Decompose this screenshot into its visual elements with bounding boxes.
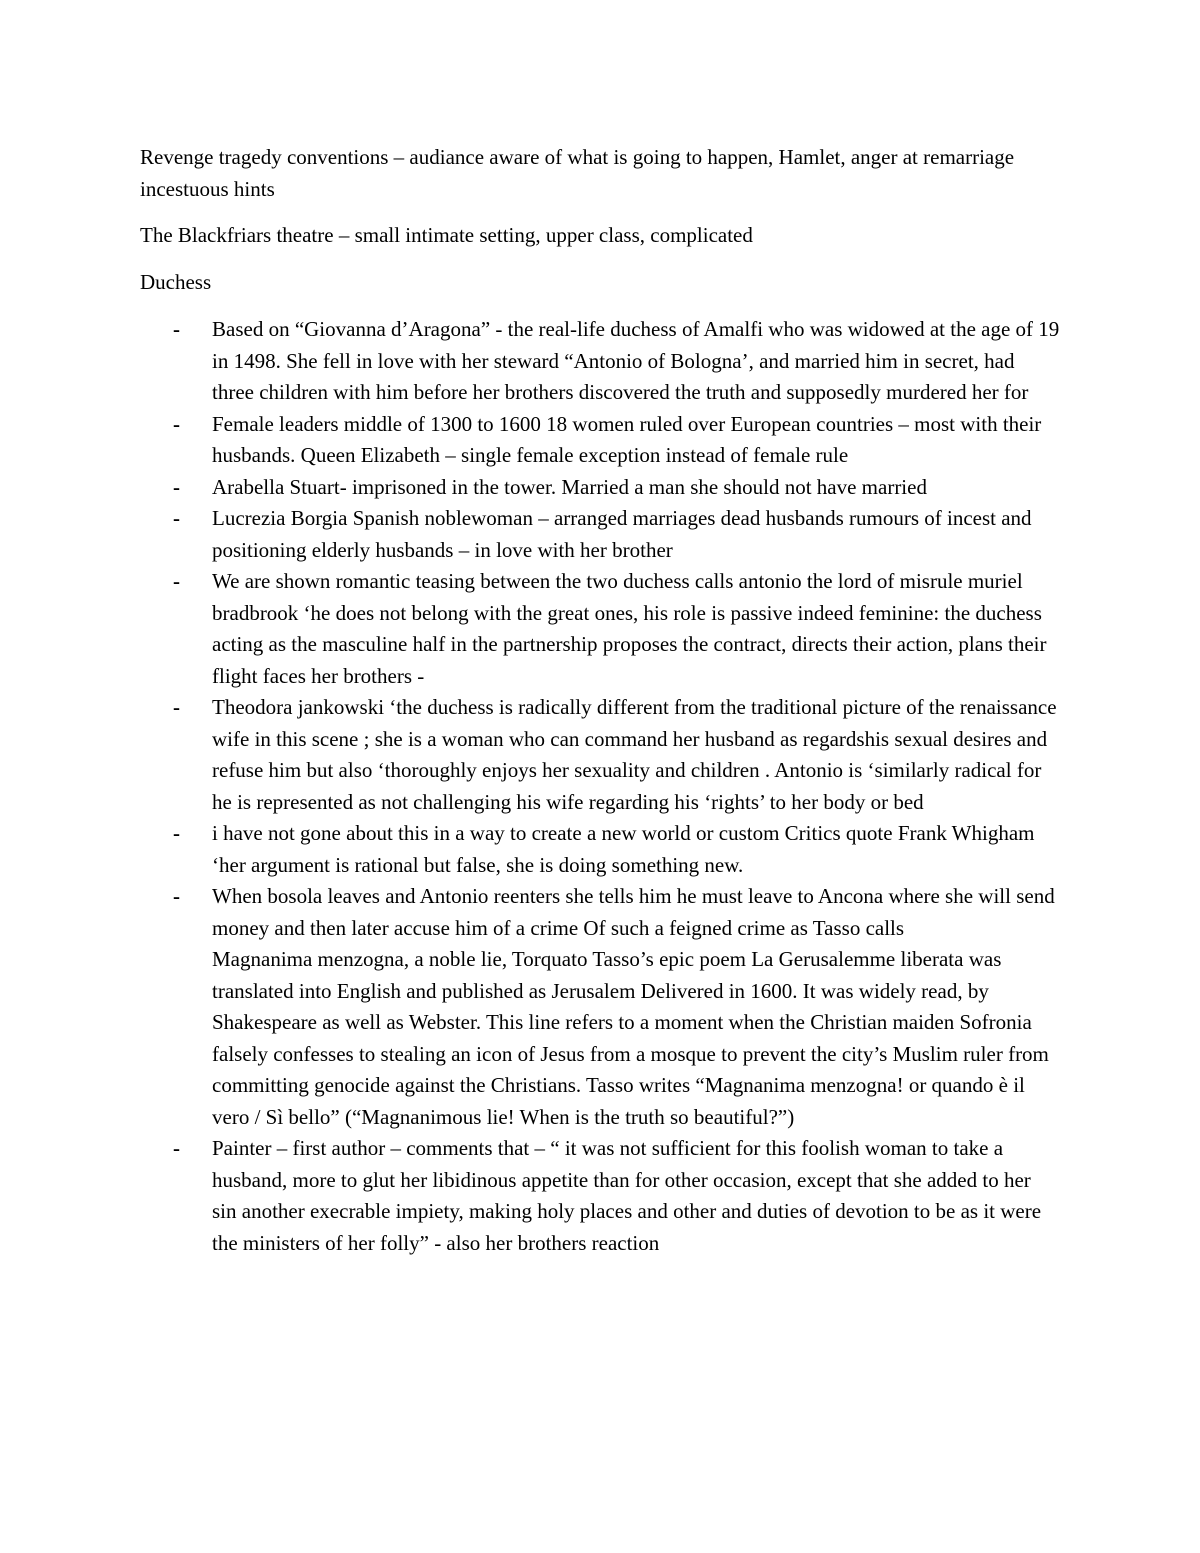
bullet-marker: - bbox=[173, 695, 180, 719]
list-item bbox=[140, 409, 1060, 472]
list-item bbox=[140, 503, 1060, 566]
bullet-list bbox=[140, 314, 1060, 1259]
section-heading-duchess: Duchess bbox=[140, 269, 212, 294]
bullet-marker: - bbox=[173, 821, 180, 845]
list-item-text: Based on “Giovanna d’Aragona” - the real-life duchess of Amalfi who was widowed at the age of 19 in 1498. She fell in love with her steward “Antonio of Bologna’, and married him in secret, had three children with him before her brothers discovered the truth and supposedly murdered her for bbox=[212, 317, 1060, 404]
list-item-text: When bosola leaves and Antonio reenters she tells him he must leave to Ancona where she will send money and then later accuse him of a crime Of such a feigned crime as Tasso calls bbox=[212, 884, 1055, 940]
list-item bbox=[140, 314, 1060, 409]
list-item-text: We are shown romantic teasing between the two duchess calls antonio the lord of misrule muriel bradbrook ‘he does not belong with the great ones, his role is passive indeed feminine: the duchess acting as the masculine half in the partnership proposes the contract, directs their action, plans their flight faces her brothers - bbox=[212, 569, 1047, 688]
bullet-marker: - bbox=[173, 506, 180, 530]
paragraph-blackfriars: The Blackfriars theatre – small intimate setting, upper class, complicated bbox=[140, 223, 753, 247]
list-item bbox=[140, 881, 1060, 1133]
list-item-text: Painter – first author – comments that – “ it was not sufficient for this foolish woman to take a husband, more to glut her libidinous appetite than for other occasion, except that she added to her sin another execrable impiety, making holy places and other and duties of devotion to be as it were the ministers of her folly” - also her brothers reaction bbox=[212, 1136, 1042, 1255]
list-item-text: Female leaders middle of 1300 to 1600 18 women ruled over European countries – most with their husbands. Queen Elizabeth – single female exception instead of female rule bbox=[212, 411, 1042, 467]
list-item bbox=[140, 472, 1060, 504]
list-item-text: i have not gone about this in a way to create a new world or custom Critics quote Frank Whigham ‘her argument is rational but false, she is doing something new. bbox=[212, 821, 1035, 877]
list-item bbox=[140, 566, 1060, 692]
list-item-text: Lucrezia Borgia Spanish noblewoman – arranged marriages dead husbands rumours of incest and positioning elderly husbands – in love with her brother bbox=[212, 506, 1032, 562]
bullet-marker: - bbox=[173, 569, 180, 593]
list-item-text: Arabella Stuart- imprisoned in the tower. Married a man she should not have married bbox=[212, 474, 927, 499]
list-item-continuation: Magnanima menzogna, a noble lie, Torquato Tasso’s epic poem La Gerusalemme liberata was translated into English and published as Jerusalem Delivered in 1600. It was widely read, by Shakespeare as well as Webster. This line refers to a moment when the Christian maiden Sofronia falsely confesses to stealing an icon of Jesus from a mosque to prevent the city’s Muslim ruler from committing genocide against the Christians. Tasso writes “Magnanima menzogna! or quando è il vero / Sì bello” (“Magnanimous lie! When is the truth so beautiful?”) bbox=[212, 947, 1049, 1129]
bullet-marker: - bbox=[173, 474, 180, 499]
list-item-text: Theodora jankowski ‘the duchess is radically different from the traditional picture of the renaissance wife in this scene ; she is a woman who can command her husband as regardshis sexual desires and refuse him but also ‘thoroughly enjoys her sexuality and children . Antonio is ‘similarly radical for he is represented as not challenging his wife regarding his ‘rights’ to her body or bed bbox=[212, 695, 1057, 814]
bullet-marker: - bbox=[173, 411, 180, 436]
bullet-marker: - bbox=[173, 1136, 180, 1160]
paragraph-revenge-tragedy: Revenge tragedy conventions – audiance aware of what is going to happen, Hamlet, anger at remarriage incestuous hints bbox=[140, 145, 1015, 201]
list-item bbox=[140, 818, 1060, 881]
bullet-marker: - bbox=[173, 884, 180, 908]
list-item bbox=[140, 692, 1060, 818]
list-item bbox=[140, 1133, 1060, 1259]
bullet-marker: - bbox=[173, 317, 180, 341]
document-body bbox=[140, 142, 1060, 1259]
